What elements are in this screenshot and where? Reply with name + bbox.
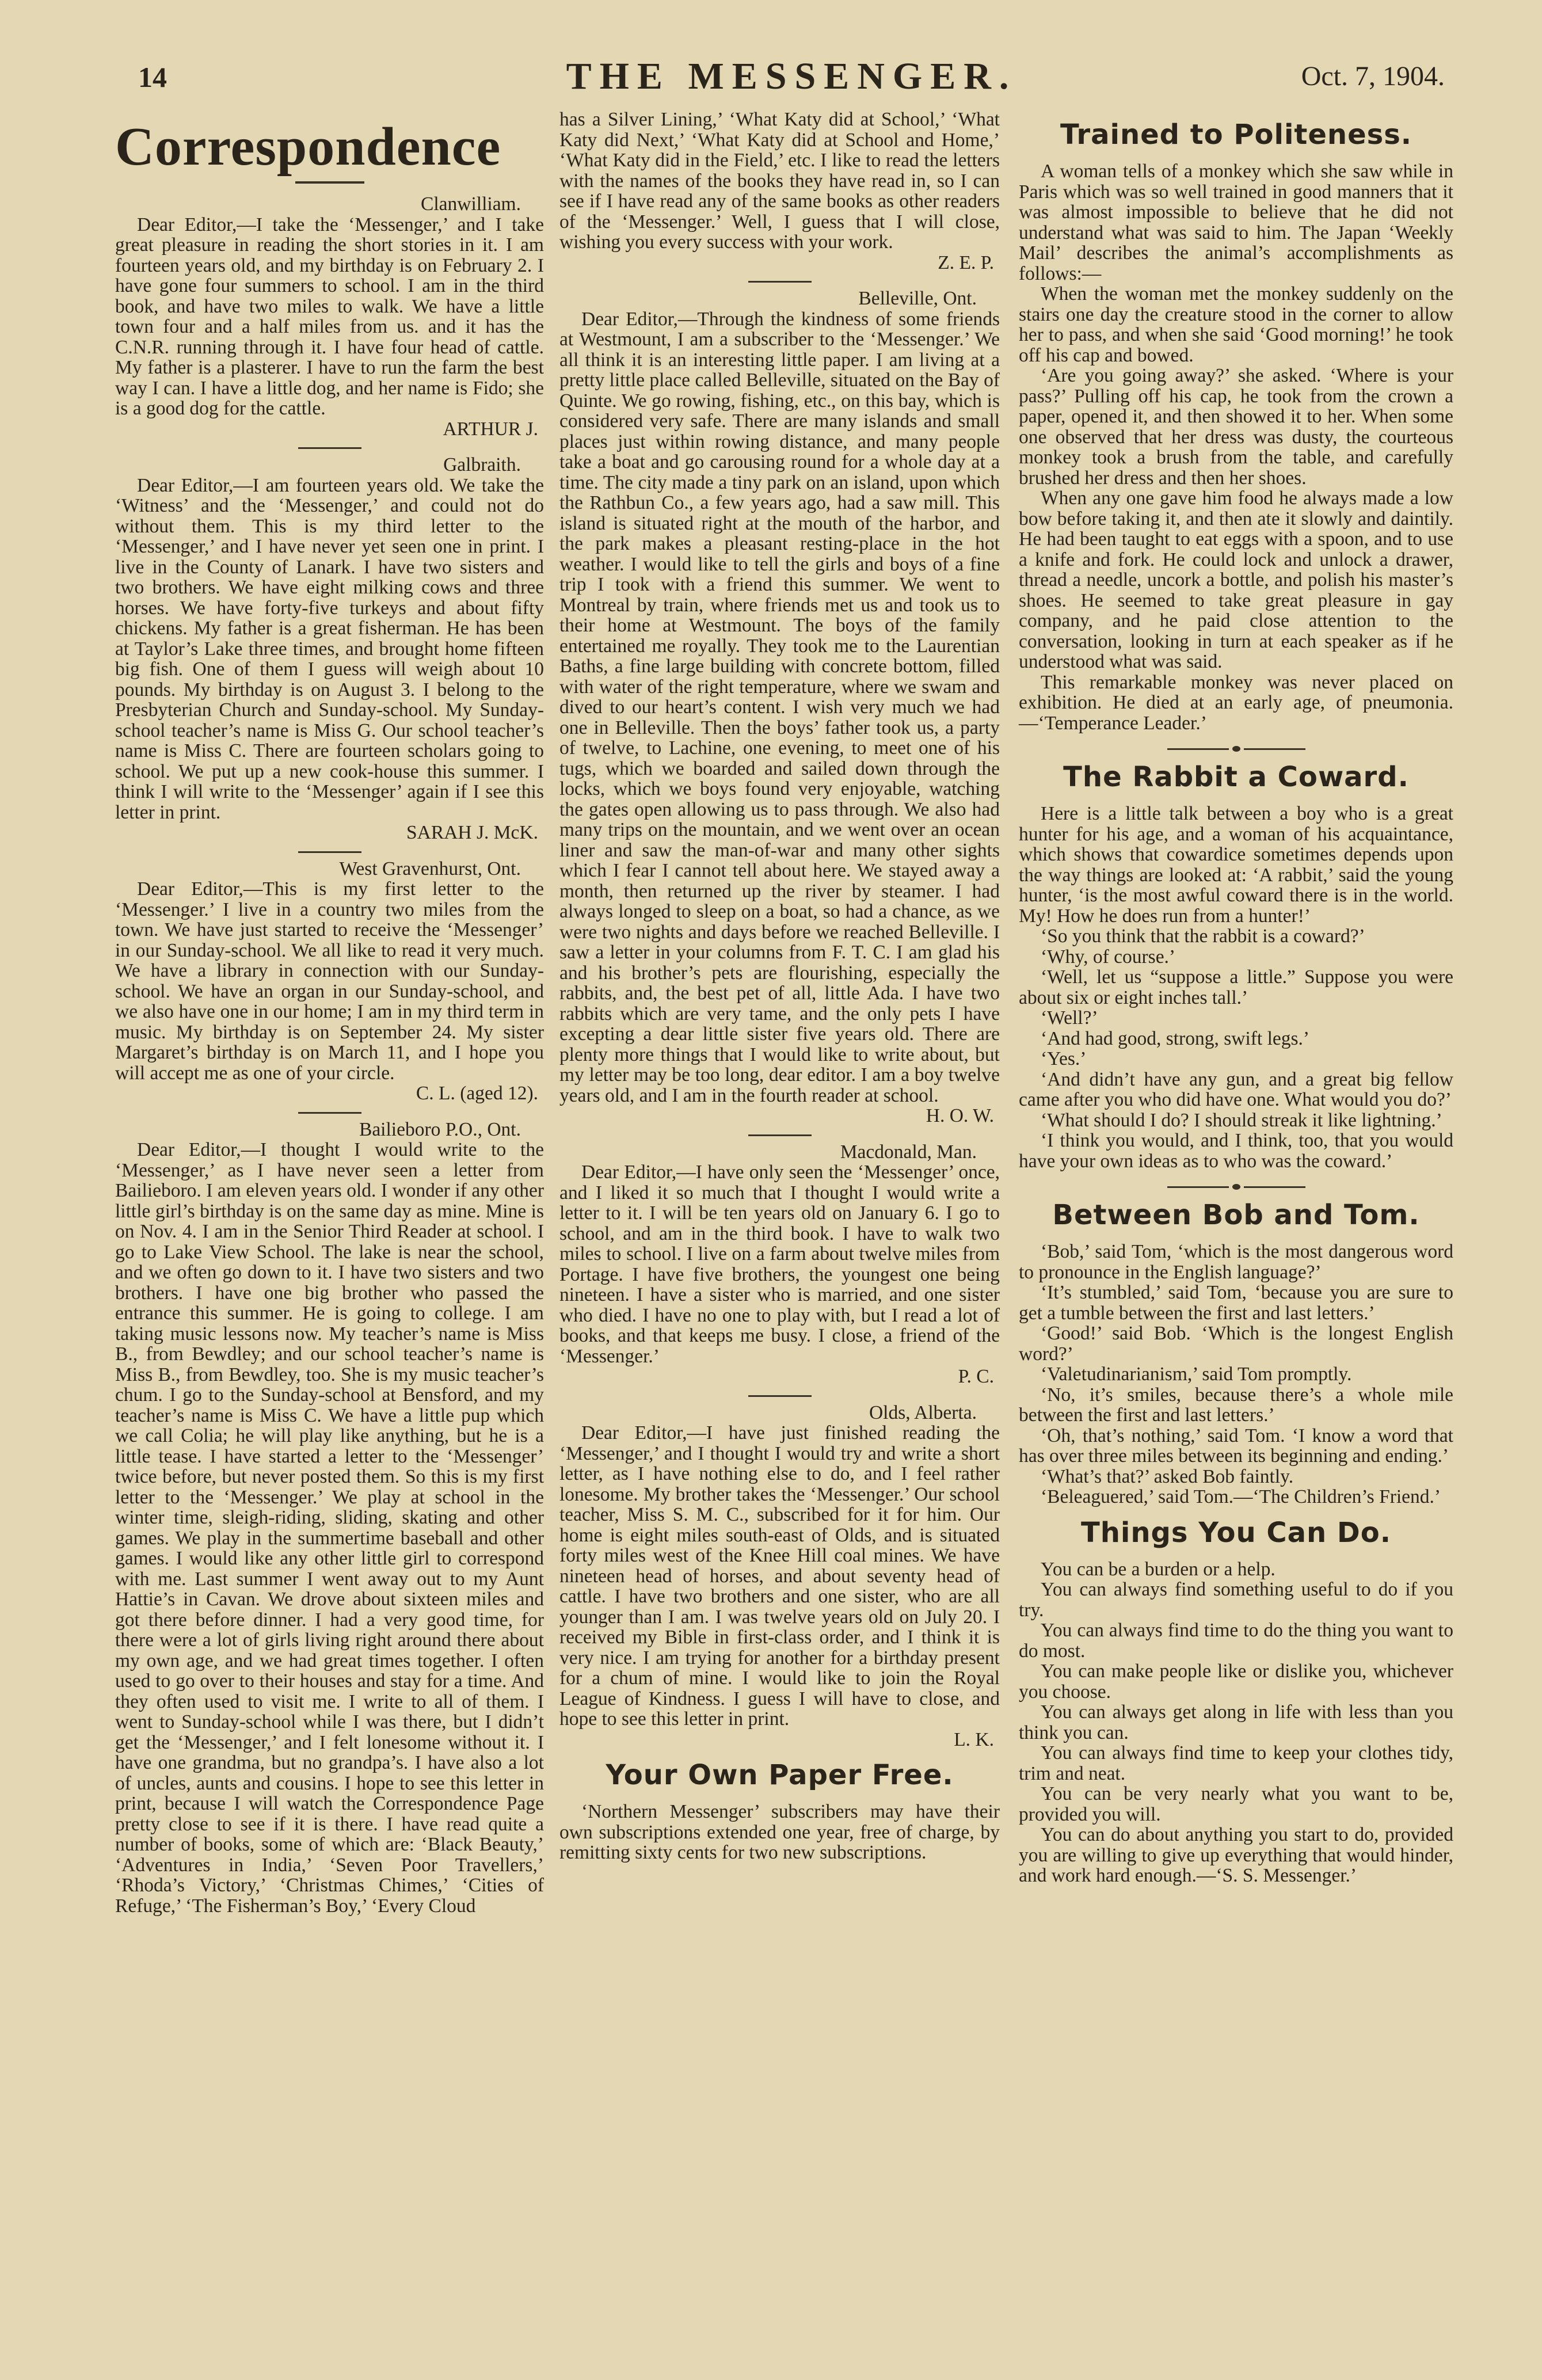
article-paragraph: You can always get along in life with less than you think you can.: [1019, 1701, 1453, 1743]
letter-place: Galbraith.: [443, 454, 521, 475]
correspondence-title: Correspondence: [115, 117, 501, 177]
section-title-paper-free: Your Own Paper Free.: [606, 1759, 954, 1791]
article-paragraph: ‘So you think that the rabbit is a coward?’: [1041, 926, 1365, 947]
article-paragraph: You can always find time to do the thing you want to do most.: [1019, 1620, 1453, 1662]
letter: [115, 859, 544, 1104]
section-title-rabbit: The Rabbit a Coward.: [1063, 761, 1409, 793]
article-paragraph: ‘What should I do? I should streak it like lightning.’: [1041, 1109, 1442, 1131]
separator-rule: [298, 1112, 361, 1114]
article-paragraph: You can make people like or dislike you, whichever you choose.: [1019, 1661, 1453, 1703]
ornament-rule: [1167, 746, 1305, 752]
article-paragraph: ‘Well?’: [1041, 1007, 1098, 1029]
article-paragraph: This remarkable monkey was never placed on exhibition. He died at an early age, of pneumonia.—‘Temperance Leader.’: [1019, 671, 1453, 734]
article-paragraph: ‘And had good, strong, swift legs.’: [1041, 1027, 1310, 1049]
separator-rule: [748, 1134, 812, 1136]
letter: [115, 455, 544, 843]
separator-rule: [298, 447, 361, 449]
letter: [559, 1403, 1000, 1750]
article-paragraph: ‘And didn’t have any gun, and a great big fellow came after you who did have one. What would you do?’: [1019, 1068, 1453, 1110]
article-paragraph: ‘Well, let us “suppose a little.” Suppose you were about six or eight inches tall.’: [1019, 966, 1453, 1008]
separator-rule: [748, 1395, 812, 1397]
letter-body: Dear Editor,—Through the kindness of some friends at Westmount, I am a subscriber to the ‘Messenger.’ We all think it is an interesting little paper. I am living at a pretty little place called Belleville, situated on the Bay of Quinte. We go rowing, fishing, etc., on this bay, which is considered very safe. There are many islands and small places just within rowing distance, and many people take a boat and go carousing round for a whole day at a time. The city made a tiny park on an island, upon which the Rathbun Co., a few years ago, had a saw mill. This island is situated right at the mouth of the harbor, and the park makes a pleasant resting-place in the hot weather. I would like to tell the girls and boys of a fine trip I took with a friend this summer. We went to Montreal by train, where friends met us and took us to their home at Westmount. The boys of the family entertained me royally. They took me to the Laurentian Baths, a fine large building with concrete bottom, filled with water of the right temperature, where we swam and dived to our heart’s content. I wish very much we had one in Belleville. Then the boys’ father took us, a party of twelve, to Lachine, one evening, to meet one of his tugs, which we boarded and sailed down through the locks, which we boys found very enjoyable, watching the gates open allowing us to pass through. We also had many trips on the mountain, and we went over an ocean liner and saw the man-of-war and many other sights which I fear I cannot tell about here. We stayed away a month, then returned up the river by steamer. I had always longed to sleep on a boat, so had a chance, as we were two nights and days before we reached Belleville. I saw a letter in your columns from F. T. C. I am glad his and his brother’s pets are flourishing, especially the rabbits, and, the best pet of all, little Ada. I have two rabbits which are very tame, and the only pets I have excepting a dear little sister five years old. There are plenty more things that I would like to write about, but my letter may be too long, dear editor. I am a boy twelve years old, and I am in the fourth reader at school.: [559, 308, 1000, 1106]
column-articles: [1019, 109, 1453, 1886]
article-paragraph: ‘It’s stumbled,’ said Tom, ‘because you are sure to get a tumble between the first and last letters.’: [1019, 1282, 1453, 1324]
separator-rule: [748, 281, 812, 283]
ornament-rule: [1167, 1184, 1305, 1190]
title-rule: [295, 181, 364, 184]
letter-body: Dear Editor,—This is my first letter to the ‘Messenger.’ I live in a country two miles from the town. We have just started to receive the ‘Messenger’ in our Sunday-school. We all like to read it very much. We have a library in connection with our Sunday-school. We have an organ in our Sunday-school, and we also have one in our home; I am in my third term in music. My birthday is on September 24. My sister Margaret’s birthday is on March 11, and I hope you will accept me as one of your circle.: [115, 878, 544, 1084]
letter-signature: H. O. W.: [926, 1105, 994, 1126]
letter-signature: L. K.: [954, 1728, 994, 1750]
article-paragraph: Here is a little talk between a boy who is a great hunter for his age, and a woman of his acquaintance, which shows that cowardice sometimes depends upon the way things are looked at: ‘A rabbit,’ said the young hunter, ‘is the most awful coward there is in the world. My! How he does run from a hunter!’: [1019, 803, 1453, 927]
section-body: ‘Northern Messenger’ subscribers may have their own subscriptions extended one year, free of charge, by remitting sixty cents for two new subscriptions.: [559, 1801, 1000, 1863]
letter-signature: P. C.: [958, 1366, 994, 1387]
letter-body: has a Silver Lining,’ ‘What Katy did at School,’ ‘What Katy did Next,’ ‘What Katy did at School and Home,’ ‘What Katy did in the Field,’ etc. I like to read the letters with the names of the books they have read in, so I can see if I have read any of the same books as other readers of the ‘Messenger.’ Well, I guess that I will close, wishing you every success with your work.: [559, 109, 1000, 253]
article-paragraph: You can do about anything you start to do, provided you are willing to give up everything that would hinder, and work hard enough.—‘S. S. Messenger.’: [1019, 1824, 1453, 1886]
letter-signature: C. L. (aged 12).: [416, 1083, 538, 1104]
page-header: [138, 55, 1445, 101]
letter-signature: ARTHUR J.: [443, 418, 538, 440]
page-number: 14: [138, 61, 167, 93]
article-paragraph: ‘Beleaguered,’ said Tom.—‘The Children’s Friend.’: [1041, 1486, 1441, 1507]
article-paragraph: ‘Bob,’ said Tom, ‘which is the most dangerous word to pronounce in the English language?’: [1019, 1241, 1453, 1283]
article-paragraph: When any one gave him food he always made a low bow before taking it, and then ate it slowly and daintily. He had been taught to eat eggs with a spoon, and to use a knife and fork. He could lock and unlock a drawer, thread a needle, uncork a bottle, and polish his master’s shoes. He seemed to take great pleasure in gay company, and he paid close attention to the conversation, looking in turn at each speaker as if he understood what was said.: [1019, 488, 1453, 672]
letter-place: Macdonald, Man.: [840, 1141, 977, 1163]
article-paragraph: ‘Why, of course.’: [1041, 946, 1176, 968]
letter-body: Dear Editor,—I thought I would write to the ‘Messenger,’ as I have never seen a letter from Bailieboro. I am eleven years old. I wonder if any other little girl’s birthday is on the same day as mine. Mine is on Nov. 4. I am in the Senior Third Reader at school. I go to Lake View School. The lake is near the school, and we often go down to it. I have two sisters and two brothers. I have one big brother who passed the entrance this summer. He is going to college. I am taking music lessons now. My teacher’s name is Miss B., from Bewdley; and our school teacher’s name is Miss B., from Bewdley, too. She is my music teacher’s chum. I go to the Sunday-school at Bensford, and my teacher’s name is Miss C. We have a little pup which we call Colia; he will play like anything, but he is a little tease. I have started a letter to the ‘Messenger’ twice before, but never posted them. So this is my first letter to the ‘Messenger.’ We play at school in the winter time, sleigh-riding, sliding, skating and other games. We play in the summertime baseball and other games. I would like any other little girl to correspond with me. Last summer I went away out to my Aunt Hattie’s in Cavan. We drove about sixteen miles and got there before dinner. I had a very good time, for there were a lot of girls living right around there about my own age, and we had great times together. I often used to go over to their houses and stay for a time. And they often used to visit me. I write to all of them. I went to Sunday-school while I was there, but I didn’t get the ‘Messenger,’ and I felt lonesome without it. I have one grandma, but no grandpa’s. I have also a lot of uncles, aunts and cousins. I hope to see this letter in print, because I will watch the Correspondence Page pretty close to see if it is there. I have read quite a number of books, some of which are: ‘Black Beauty,’ ‘Adventures in India,’ ‘Seven Poor Travellers,’ ‘Rhoda’s Victory,’ ‘Christmas Chimes,’ ‘Cities of Refuge,’ ‘The Fisherman’s Boy,’ ‘Every Cloud: [115, 1139, 544, 1917]
letter-place: Belleville, Ont.: [858, 288, 977, 309]
letter-body: Dear Editor,—I take the ‘Messenger,’ and I take great pleasure in reading the short stories in it. I am fourteen years old, and my birthday is on February 2. I have gone four summers to school. I am in the third book, and have two miles to walk. We have a little town four and a half miles from us. and it has the C.N.R. running through it. I have four head of cattle. My father is a plasterer. I have to run the farm the best way I can. I have a little dog, and her name is Fido; she is a good dog for the cattle.: [115, 214, 544, 419]
section-title-things: Things You Can Do.: [1081, 1516, 1391, 1549]
letter-body: Dear Editor,—I am fourteen years old. We take the ‘Witness’ and the ‘Messenger,’ and could not do without them. This is my third letter to the ‘Messenger,’ and I have never yet seen one in print. I live in the County of Lanark. I have two sisters and two brothers. We have eight milking cows and three horses. We have forty-five turkeys and about fifty chickens. My father is a great fisherman. He has been at Taylor’s Lake three times, and brought home fifteen big fish. One of them I guess will weigh about 10 pounds. My birthday is on August 3. I belong to the Presbyterian Church and Sunday-school. My Sunday-school teacher’s name is Miss G. Our school teacher’s name is Miss C. There are fourteen scholars going to school. We put up a new cook-house this summer. I think I will write to the ‘Messenger’ again if I see this letter in print.: [115, 474, 544, 823]
article-paragraph: A woman tells of a monkey which she saw while in Paris which was so well trained in good manners that it was almost impossible to believe that he did not understand what was said to him. The Japan ‘Weekly Mail’ describes the animal’s accomplishments as follows:—: [1019, 161, 1453, 284]
column-letters-continued: [559, 109, 1000, 1863]
article-paragraph: ‘Are you going away?’ she asked. ‘Where is your pass?’ Pulling off his cap, he took from the crown a paper, opened it, and then showed it to her. When some one observed that her dress was dusty, the courteous monkey took a brush from the table, and carefully brushed her dress and then her shoes.: [1019, 365, 1453, 489]
letter-place: Bailieboro P.O., Ont.: [359, 1118, 521, 1140]
letter-place: Clanwilliam.: [421, 193, 521, 215]
letter: [115, 1119, 544, 1917]
article-paragraph: ‘What’s that?’ asked Bob faintly.: [1041, 1465, 1294, 1487]
letter-signature: Z. E. P.: [938, 252, 994, 273]
article-paragraph: You can be very nearly what you want to be, provided you will.: [1019, 1783, 1453, 1825]
article-paragraph: ‘Yes.’: [1041, 1048, 1087, 1069]
letter-body: Dear Editor,—I have just finished reading the ‘Messenger,’ and I thought I would try and write a short letter, as I have nothing else to do, and I feel rather lonesome. My brother takes the ‘Messenger.’ Our school teacher, Miss S. M. C., subscribed for it for him. Our home is eight miles south-east of Olds, and is situated forty miles west of the Knee Hill coal mines. We have nineteen head of horses, and about seventy head of cattle. I have two brothers and one sister, who are all younger than I am. I was twelve years old on July 20. I received my Bible in first-class order, and I think it is very nice. I am trying for another for a birthday present for a chum of mine. I would like to join the Royal League of Kindness. I guess I will have to close, and hope to see this letter in print.: [559, 1422, 1000, 1730]
letter: [115, 194, 544, 439]
masthead-title: THE MESSENGER.: [566, 55, 1017, 97]
article-paragraph: When the woman met the monkey suddenly on the stairs one day the creature stood in the corner to allow her to pass, and when she said ‘Good morning!’ he took off his cap and bowed.: [1019, 283, 1453, 366]
article-paragraph: ‘No, it’s smiles, because there’s a whole mile between the first and last letters.’: [1019, 1384, 1453, 1426]
article-paragraph: You can always find time to keep your clothes tidy, trim and neat.: [1019, 1742, 1453, 1784]
article-paragraph: ‘Valetudinarianism,’ said Tom promptly.: [1041, 1364, 1352, 1385]
article-paragraph: You can always find something useful to do if you try.: [1019, 1579, 1453, 1621]
letter-signature: SARAH J. McK.: [406, 822, 538, 843]
letter: [559, 1142, 1000, 1387]
article-paragraph: You can be a burden or a help.: [1041, 1558, 1276, 1580]
article-paragraph: ‘I think you would, and I think, too, that you would have your own ideas as to who was the coward.’: [1019, 1130, 1453, 1172]
letter-body: Dear Editor,—I have only seen the ‘Messenger’ once, and I liked it so much that I thought I would write a letter to it. I will be ten years old on January 6. I go to school, and am in the third book. I have to walk two miles to school. I live on a farm about twelve miles from Portage. I have five brothers, the youngest one being nineteen. I have a sister who is married, and one sister who died. I have no one to play with, but I read a lot of books, and that keeps me busy. I close, a friend of the ‘Messenger.’: [559, 1162, 1000, 1367]
article-paragraph: ‘Oh, that’s nothing,’ said Tom. ‘I know a word that has over three miles between its beginning and ending.’: [1019, 1425, 1453, 1467]
letter-place: Olds, Alberta.: [869, 1402, 977, 1423]
issue-date: Oct. 7, 1904.: [1301, 61, 1445, 92]
section-title-bob-tom: Between Bob and Tom.: [1052, 1199, 1420, 1231]
letter: [559, 288, 1000, 1126]
section-title-politeness: Trained to Politeness.: [1060, 119, 1412, 151]
column-correspondence: [115, 118, 544, 1916]
article-paragraph: ‘Good!’ said Bob. ‘Which is the longest English word?’: [1019, 1323, 1453, 1365]
letter-place: West Gravenhurst, Ont.: [339, 858, 521, 879]
separator-rule: [298, 851, 361, 853]
